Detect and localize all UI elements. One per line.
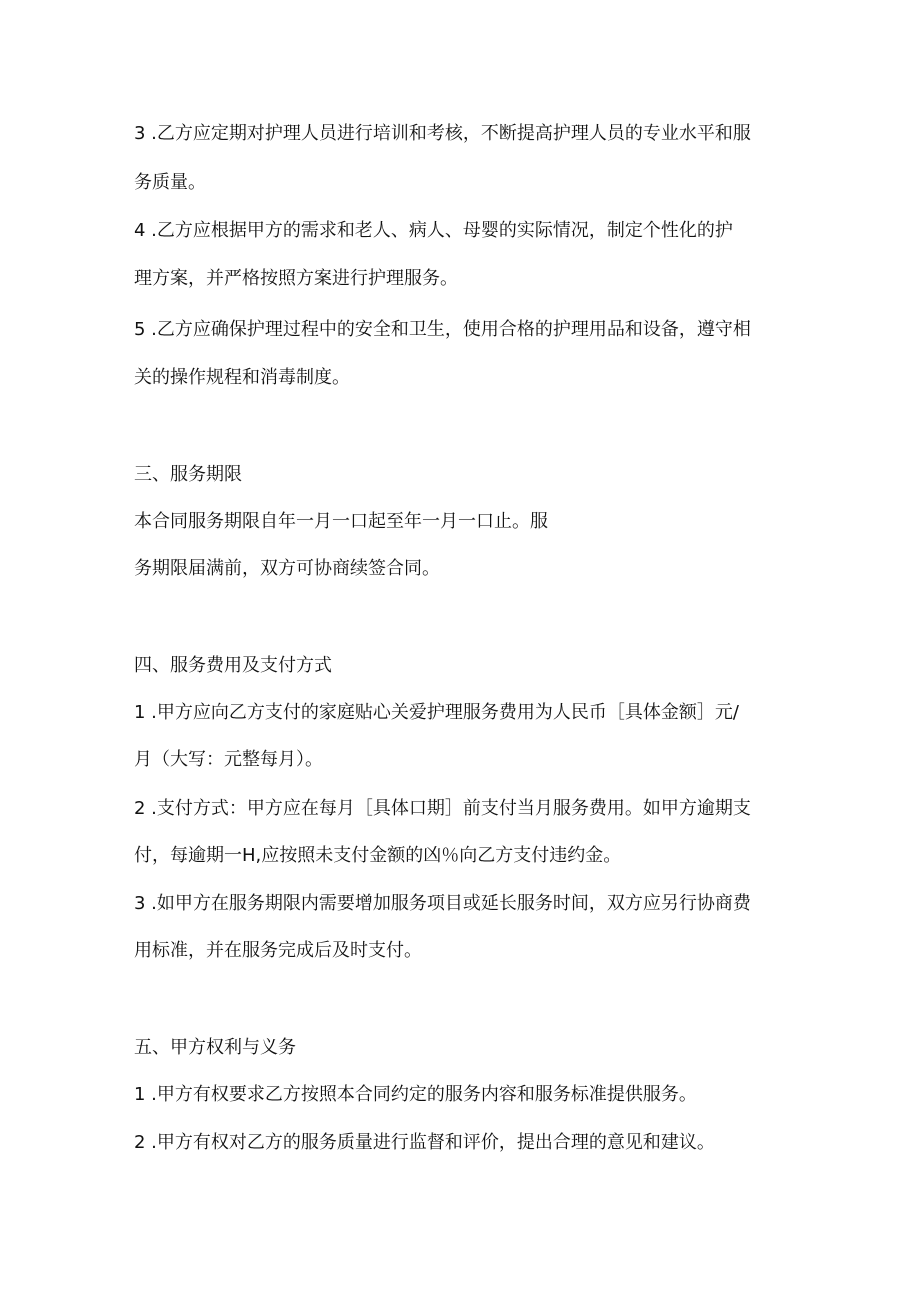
section5-item2: 2 .甲方有权对乙方的服务质量进行监督和评价，提出合理的意见和建议。 <box>134 1132 715 1153</box>
section3-paragraph-line2: 务期限届满前，双方可协商续签合同。 <box>134 558 440 579</box>
section4-heading: 四、服务费用及支付方式 <box>134 655 332 676</box>
section4-item3-line1: 3 .如甲方在服务期限内需要增加服务项目或延长服务时间，双方应另行协商费 <box>134 893 751 914</box>
section2-item4-line2: 理方案，并严格按照方案进行护理服务。 <box>134 268 458 289</box>
section2-item5-line2: 关的操作规程和消毒制度。 <box>134 367 350 388</box>
section4-item1-line1: 1 .甲方应向乙方支付的家庭贴心关爱护理服务费用为人民币［具体金额］元/ <box>134 702 739 723</box>
section4-item2-line2: 付，每逾期一H,应按照未支付金额的凶％向乙方支付违约金。 <box>134 845 622 866</box>
section4-item3-line2: 用标准，并在服务完成后及时支付。 <box>134 940 422 961</box>
section5-item1: 1 .甲方有权要求乙方按照本合同约定的服务内容和服务标准提供服务。 <box>134 1084 697 1105</box>
section4-item2-line1: 2 .支付方式：甲方应在每月［具体口期］前支付当月服务费用。如甲方逾期支 <box>134 798 751 819</box>
section2-item5-line1: 5 .乙方应确保护理过程中的安全和卫生，使用合格的护理用品和设备，遵守相 <box>134 319 751 340</box>
section4-item1-line2: 月（大写：元整每月）。 <box>134 749 323 770</box>
section3-paragraph-line1: 本合同服务期限自年一月一口起至年一月一口止。服 <box>134 511 548 532</box>
section3-heading: 三、服务期限 <box>134 464 242 485</box>
section2-item3-line2: 务质量。 <box>134 172 206 193</box>
section5-heading: 五、甲方权利与义务 <box>134 1037 296 1058</box>
section2-item4-line1: 4 .乙方应根据甲方的需求和老人、病人、母婴的实际情况，制定个性化的护 <box>134 220 733 241</box>
section2-item3-line1: 3 .乙方应定期对护理人员进行培训和考核，不断提高护理人员的专业水平和服 <box>134 123 751 144</box>
